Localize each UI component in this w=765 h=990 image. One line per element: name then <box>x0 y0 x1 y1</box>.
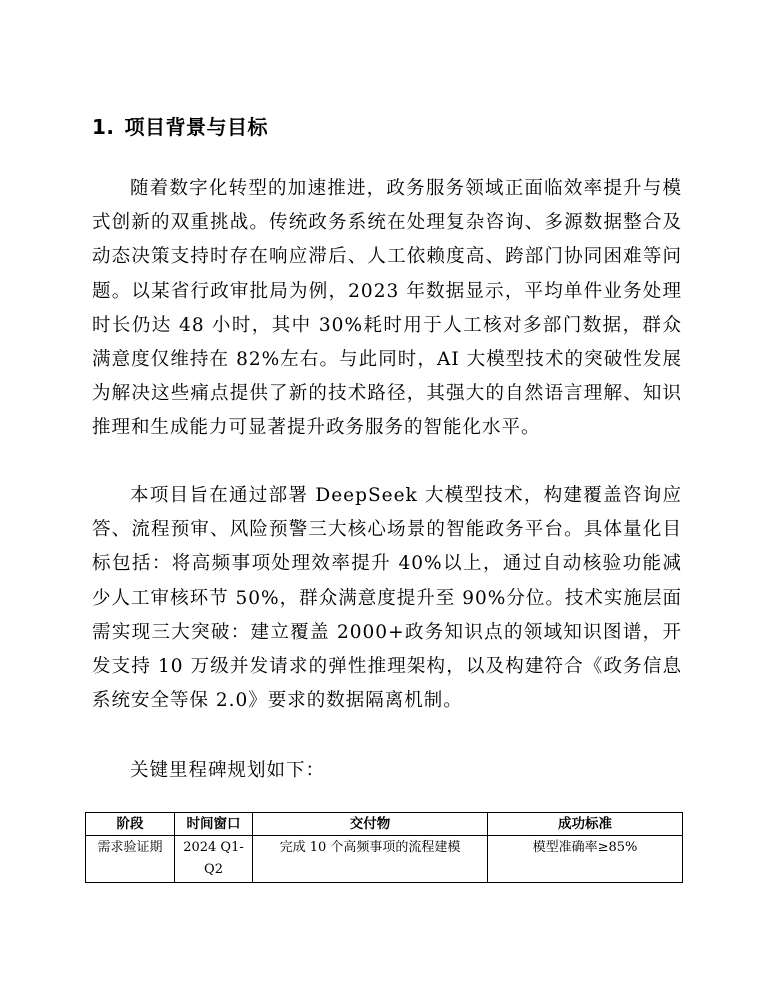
section-title: 项目背景与目标 <box>124 115 269 139</box>
background-paragraph: 随着数字化转型的加速推进，政务服务领域正面临效率提升与模式创新的双重挑战。传统政务系统在处理复杂咨询、多源数据整合及动态决策支持时存在响应滞后、人工依赖度高、跨部门协同困难等问题。以某省行政审批局为例，2023 年数据显示，平均单件业务处理时长仍达 48 小时，其中 30%耗时用于人工核对多部门数据，群众满意度仅维持在 82%左右。与此同时，AI 大模型技术的突破性发展为解决这些痛点提供了新的技术路径，其强大的自然语言理解、知识推理和生成能力可显著提升政务服务的智能化水平。 <box>92 178 682 439</box>
objectives-paragraph: 本项目旨在通过部署 DeepSeek 大模型技术，构建覆盖咨询应答、流程预审、风险预警三大核心场景的智能政务平台。具体量化目标包括：将高频事项处理效率提升 40%以上，通过自动核验功能减少人工审核环节 50%，群众满意度提升至 90%分位。技术实施层面需实现三大突破：建立覆盖 2000+政务知识点的领域知识图谱，开发支持 10 万级并发请求的弹性推理架构，以及构建符合《政务信息系统安全等保 2.0》要求的数据隔离机制。 <box>92 485 682 712</box>
header-success-criteria: 成功标准 <box>488 813 683 836</box>
cell-deliverable: 完成 10 个高频事项的流程建模 <box>253 836 488 883</box>
cell-success-criteria: 模型准确率≥85% <box>488 836 683 883</box>
section-number: 1. <box>92 115 115 139</box>
header-phase: 阶段 <box>86 813 175 836</box>
header-deliverable: 交付物 <box>253 813 488 836</box>
cell-phase: 需求验证期 <box>86 836 175 883</box>
milestone-intro: 关键里程碑规划如下： <box>130 760 326 781</box>
section-heading <box>92 112 268 142</box>
milestone-table <box>85 812 683 883</box>
cell-time-window: 2024 Q1-Q2 <box>175 836 253 883</box>
header-time-window: 时间窗口 <box>175 813 253 836</box>
table-header-row <box>86 813 683 836</box>
table-row <box>86 836 683 883</box>
